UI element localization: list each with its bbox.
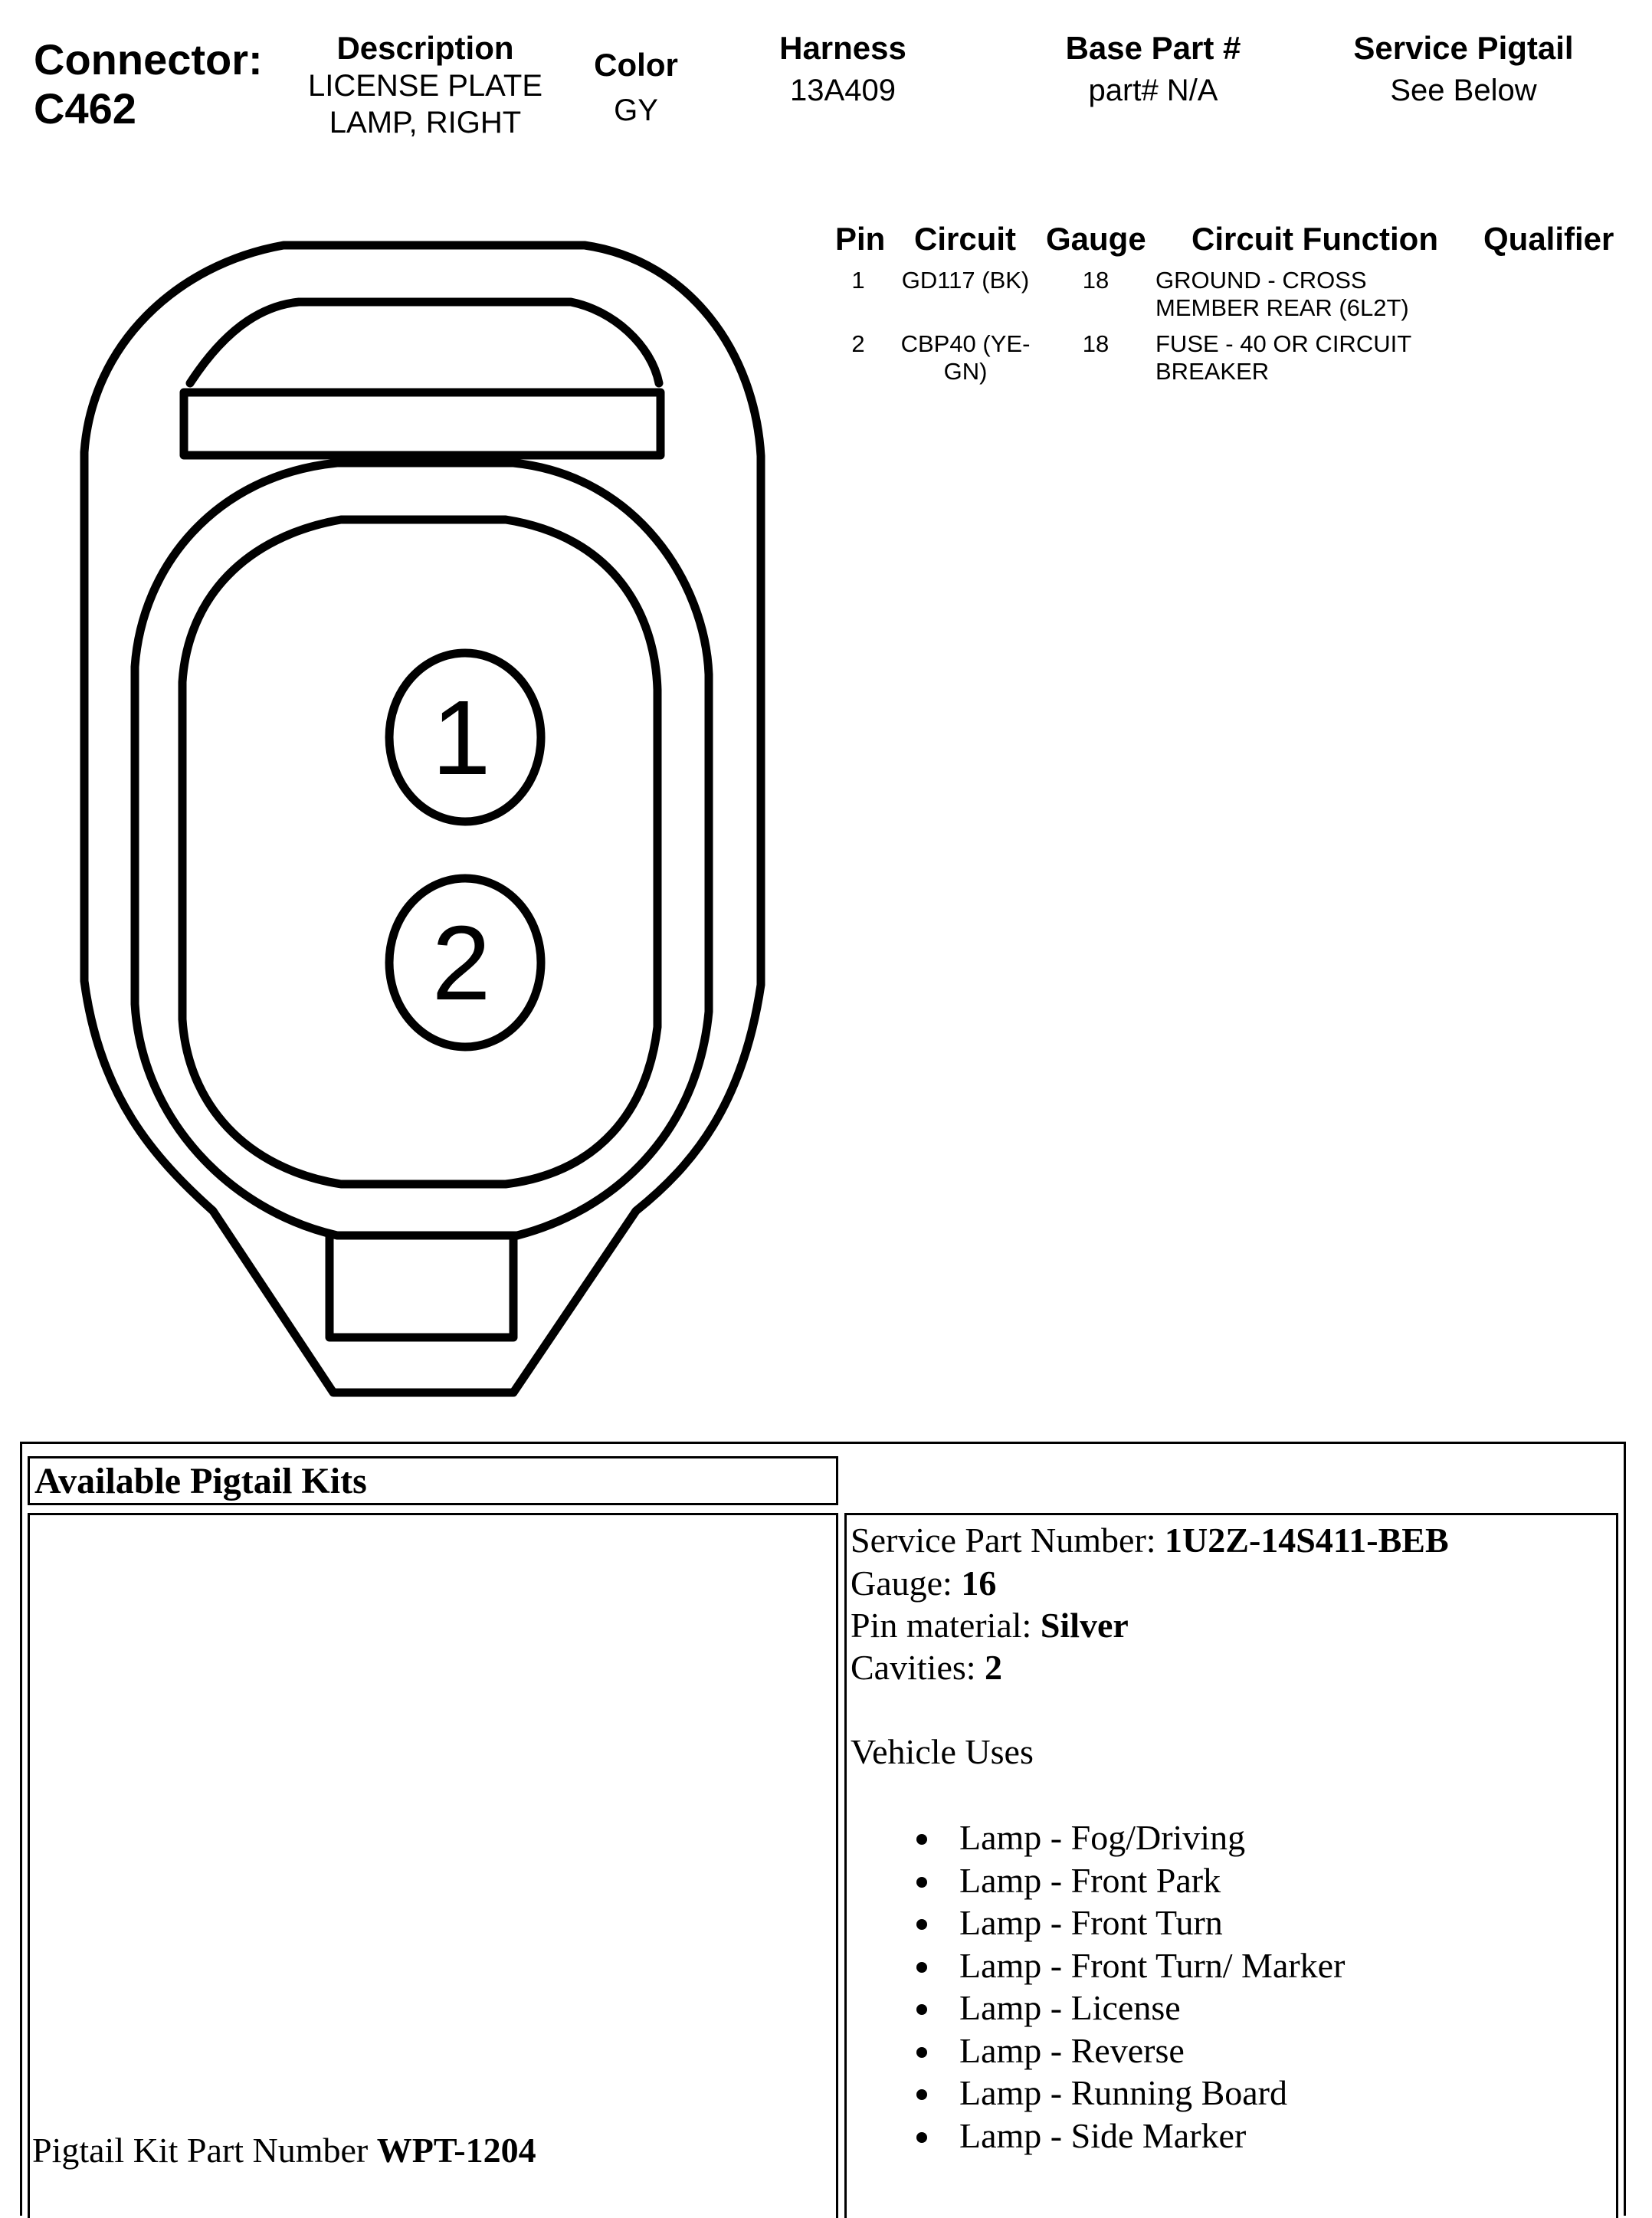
gauge-value: 18 (1082, 267, 1110, 294)
cavities-label: Cavities: (851, 1648, 976, 1687)
list-item: • Lamp - License (942, 1987, 1345, 2029)
cavities-value: 2 (985, 1648, 1003, 1687)
kit-gauge (851, 1562, 996, 1605)
pin-material-value: Silver (1040, 1606, 1129, 1645)
kit-part-number (32, 2129, 536, 2172)
list-item: • Lamp - Reverse (942, 2029, 1345, 2072)
circuit-code: GD117 (BK) (901, 267, 1030, 294)
pin-1-label: 1 (431, 679, 491, 797)
kit-gauge-label: Gauge: (851, 1563, 952, 1603)
color-title: Color (594, 47, 678, 83)
circuit-function: GROUND - CROSS MEMBER REAR (6L2T) (1155, 267, 1409, 321)
latch-bar (184, 392, 660, 455)
service-part-value: 1U2Z-14S411-BEB (1165, 1521, 1449, 1560)
latch-arc (190, 302, 659, 383)
service-part-label: Service Part Number: (851, 1521, 1156, 1560)
circuit-function: FUSE - 40 OR CIRCUIT BREAKER (1155, 330, 1411, 385)
list-item: • Lamp - Side Marker (942, 2115, 1345, 2157)
pin-column-header: Pin (835, 221, 886, 257)
connector-label: Connector: (34, 35, 263, 84)
color-value: GY (614, 94, 658, 127)
gauge-value: 18 (1082, 330, 1110, 357)
connector-diagram (0, 230, 782, 1426)
pin-number: 1 (851, 267, 865, 294)
harness-value: 13A409 (790, 74, 896, 107)
service-pigtail-value: See Below (1390, 74, 1537, 107)
kit-gauge-value: 16 (961, 1563, 997, 1603)
vehicle-uses-list (904, 1816, 1345, 2157)
base-part-title: Base Part # (1065, 30, 1241, 66)
connector-id: C462 (34, 84, 136, 133)
gauge-column-header: Gauge (1046, 221, 1146, 257)
base-part-value: part# N/A (1088, 74, 1218, 107)
pigtail-kit-image-cell (28, 1513, 838, 2218)
list-item: • Lamp - Running Board (942, 2072, 1345, 2115)
circuit-column-header: Circuit (914, 221, 1017, 257)
service-pigtail-title: Service Pigtail (1353, 30, 1574, 66)
pin-number: 2 (851, 330, 865, 357)
pin-material (851, 1604, 1129, 1647)
pin-2-label: 2 (431, 904, 491, 1022)
cavity-outline (182, 520, 657, 1184)
pigtail-kits-title: Available Pigtail Kits (28, 1456, 838, 1505)
description-title: Description (336, 30, 514, 66)
qualifier-column-header: Qualifier (1483, 221, 1614, 257)
harness-column (728, 29, 958, 109)
service-pigtail-column (1318, 29, 1609, 109)
list-item: • Lamp - Front Park (942, 1859, 1345, 1902)
description-value: LICENSE PLATE LAMP, RIGHT (307, 69, 543, 139)
service-part-number (851, 1519, 1449, 1562)
circuit-code: CBP40 (YE-GN) (900, 330, 1031, 385)
kit-part-value: WPT-1204 (376, 2131, 536, 2170)
vehicle-uses-title: Vehicle Uses (851, 1732, 1034, 1771)
color-column (567, 46, 705, 129)
pin-material-label: Pin material: (851, 1606, 1032, 1645)
function-column-header: Circuit Function (1191, 221, 1438, 257)
base-part-column (1027, 29, 1280, 109)
list-item: • Lamp - Fog/Driving (942, 1816, 1345, 1859)
list-item: • Lamp - Front Turn (942, 1901, 1345, 1944)
list-item: • Lamp - Front Turn/ Marker (942, 1944, 1345, 1987)
kit-part-label: Pigtail Kit Part Number (32, 2131, 369, 2170)
connector-title (34, 35, 263, 133)
description-column (284, 29, 567, 141)
harness-title: Harness (779, 30, 906, 66)
cavities (851, 1646, 1002, 1689)
key-tab (329, 1235, 513, 1337)
